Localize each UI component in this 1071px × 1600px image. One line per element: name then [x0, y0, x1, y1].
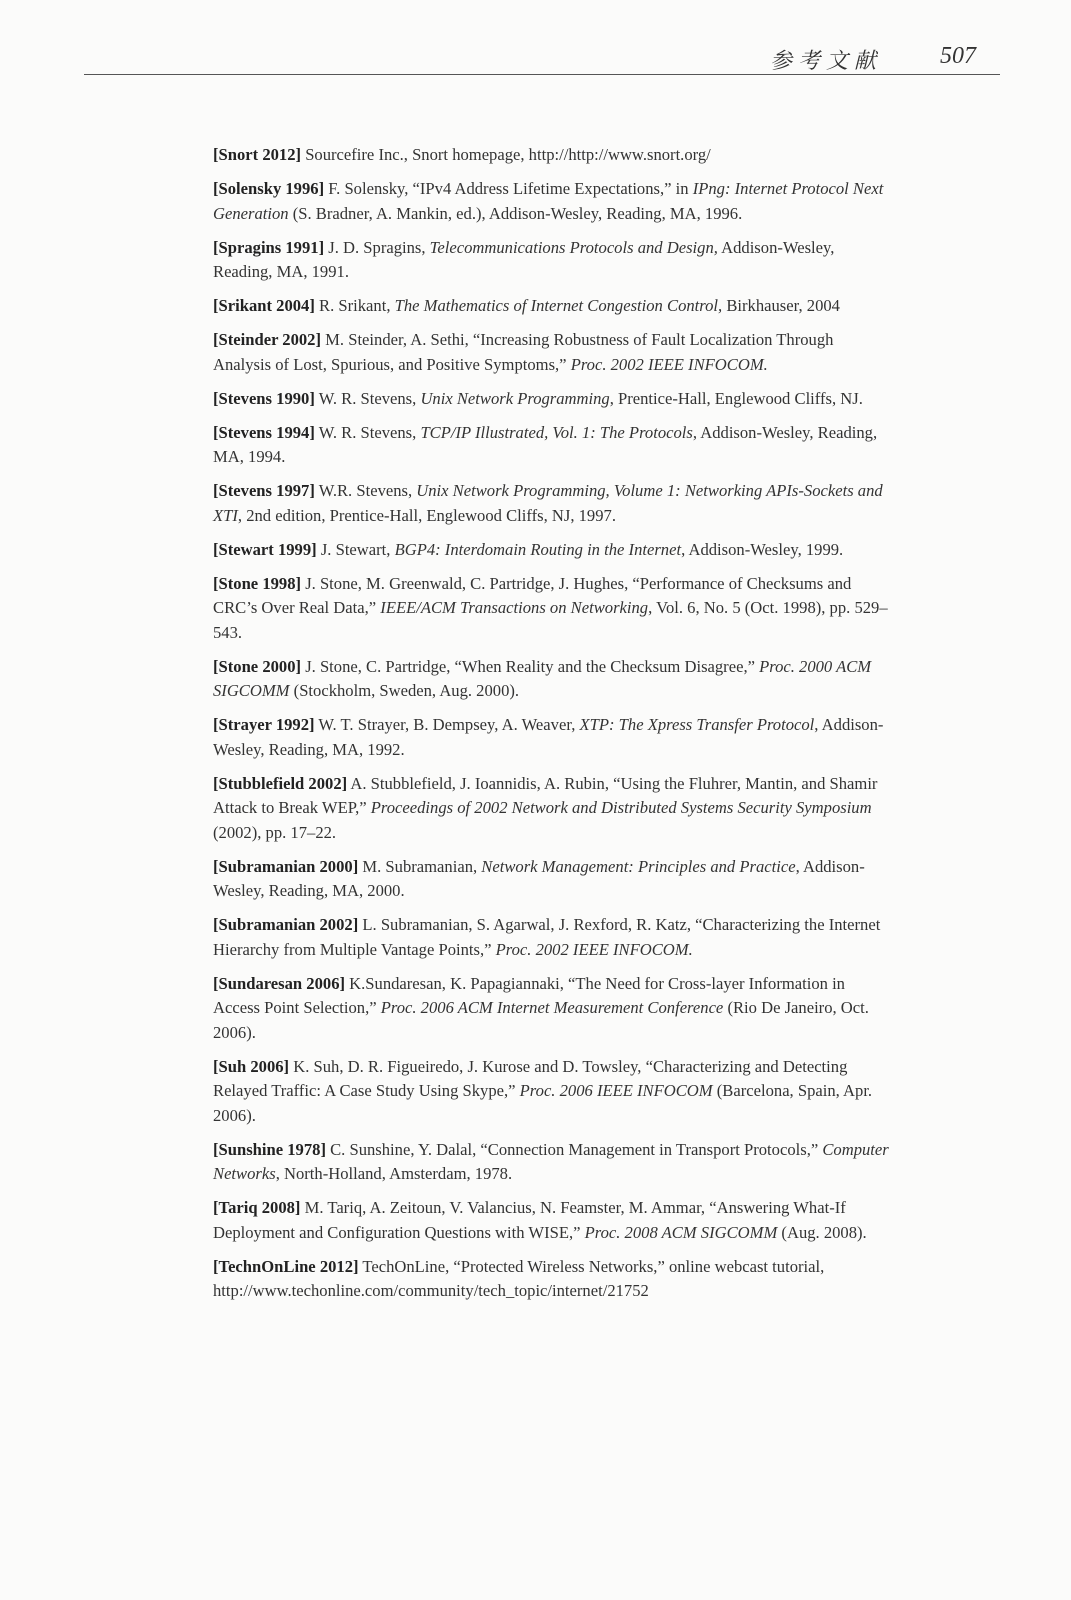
reference-key: [Steinder 2002] — [213, 330, 322, 349]
reference-key: [Stevens 1994] — [213, 422, 315, 442]
reference-text: Addison-Wesley, Reading, MA, 1991. — [213, 237, 835, 281]
reference-entry — [213, 538, 893, 563]
reference-title-italic: Telecommunications Protocols and Design, — [429, 237, 718, 257]
reference-title-italic: Proceedings of 2002 Network and Distributed Systems Security Symposium — [370, 798, 872, 817]
reference-key: [Strayer 1992] — [213, 715, 315, 734]
reference-entry — [213, 143, 893, 168]
reference-list — [213, 143, 893, 1313]
reference-text: R. Srikant, — [314, 296, 395, 315]
reference-text: , Prentice-Hall, Englewood Cliffs, NJ. — [609, 388, 863, 408]
reference-entry — [213, 1138, 893, 1187]
reference-text: (Rio De Janeiro, Oct. 2006). — [213, 998, 869, 1042]
reference-text: (Barcelona, Spain, Apr. 2006). — [213, 1081, 873, 1125]
reference-text: (S. Bradner, A. Mankin, ed.), Addison-Wesley, Reading, MA, 1996. — [288, 203, 743, 223]
reference-title-italic: XTP: The Xpress Transfer Protocol — [579, 715, 815, 734]
reference-entry — [213, 294, 893, 319]
reference-title-italic: IEEE/ACM Transactions on Networking — [380, 598, 649, 617]
reference-key: [TechnOnLine 2012] — [213, 1256, 359, 1276]
reference-entry — [213, 1255, 893, 1304]
reference-title-italic: Proc. 2008 ACM SIGCOMM — [584, 1222, 778, 1242]
reference-text: A. Stubblefield, J. Ioannidis, A. Rubin, “Using the Fluhrer, Mantin, and Shamir Attack to Break WEP,” — [213, 773, 878, 817]
reference-entry — [213, 1196, 893, 1245]
reference-key: [Sunshine 1978] — [213, 1139, 326, 1159]
reference-entry — [213, 236, 893, 285]
reference-text: (2002), pp. 17–22. — [213, 822, 337, 842]
reference-text: (Stockholm, Sweden, Aug. 2000). — [289, 681, 520, 700]
reference-text: K. Suh, D. R. Figueiredo, J. Kurose and D. Towsley, “Characterizing and Detecting Relayed Traffic: A Case Study Using Skype,” — [213, 1056, 848, 1100]
reference-entry — [213, 913, 893, 962]
reference-text: TechOnLine, “Protected Wireless Networks,” online webcast tutorial, http://www.techonline.com/community/tech_topic/internet/21752 — [213, 1256, 825, 1300]
running-title: 参考文献 — [769, 48, 882, 73]
reference-text: J. D. Spragins, — [324, 237, 430, 257]
reference-text: , Addison-Wesley, Reading, MA, 1994. — [213, 422, 878, 466]
reference-title-italic: Unix Network Programming, Volume 1: Networking APIs-Sockets and XTI — [213, 481, 883, 525]
reference-title-italic: Proc. 2006 ACM Internet Measurement Conference — [380, 998, 724, 1017]
reference-entry — [213, 572, 893, 646]
reference-title-italic: IPng: Internet Protocol Next Generation — [213, 179, 884, 223]
reference-text: , North-Holland, Amsterdam, 1978. — [275, 1164, 513, 1183]
reference-title-italic: Proc. 2002 IEEE INFOCOM. — [495, 939, 693, 959]
reference-entry — [213, 421, 893, 470]
reference-entry — [213, 713, 893, 762]
reference-text: M. Tariq, A. Zeitoun, V. Valancius, N. Feamster, M. Ammar, “Answering What-If Deployment and Configuration Questions with WISE,” — [213, 1198, 846, 1242]
reference-key: [Stubblefield 2002] — [213, 773, 348, 793]
reference-text: J. Stone, M. Greenwald, C. Partridge, J. Hughes, “Performance of Checksums and CRC’s Over Real Data,” — [213, 573, 852, 617]
reference-key: [Srikant 2004] — [213, 296, 315, 315]
reference-title-italic: The Mathematics of Internet Congestion Control, — [394, 296, 723, 315]
reference-title-italic: Computer Networks — [213, 1139, 889, 1183]
reference-text: Birkhauser, 2004 — [722, 296, 840, 315]
reference-key: [Subramanian 2000] — [213, 856, 359, 876]
reference-text: W. T. Strayer, B. Dempsey, A. Weaver, — [314, 715, 580, 734]
reference-entry — [213, 387, 893, 412]
reference-title-italic: Network Management: Principles and Practice — [481, 856, 796, 876]
reference-entry — [213, 479, 893, 528]
reference-title-italic: Proc. 2002 IEEE INFOCOM. — [570, 354, 768, 374]
reference-text: F. Solensky, “IPv4 Address Lifetime Expectations,” in — [324, 179, 693, 198]
reference-key: [Tariq 2008] — [213, 1198, 301, 1217]
reference-text: , Addison-Wesley, Reading, MA, 2000. — [213, 856, 865, 900]
reference-key: [Stewart 1999] — [213, 539, 317, 559]
reference-text: M. Subramanian, — [358, 856, 482, 876]
reference-title-italic: Proc. 2000 ACM SIGCOMM — [213, 656, 872, 700]
reference-entry — [213, 328, 893, 377]
reference-title-italic: Unix Network Programming — [420, 388, 610, 408]
reference-text: , Addison-Wesley, Reading, MA, 1992. — [213, 715, 884, 759]
reference-entry — [213, 972, 893, 1046]
reference-entry — [213, 855, 893, 904]
reference-key: [Spragins 1991] — [213, 237, 325, 257]
page-header — [84, 40, 1000, 75]
page-number: 507 — [940, 43, 976, 69]
reference-key: [Suh 2006] — [213, 1056, 290, 1076]
reference-text: , Addison-Wesley, 1999. — [681, 539, 844, 559]
reference-text: K.Sundaresan, K. Papagiannaki, “The Need for Cross-layer Information in Access Point Selection,” — [213, 973, 845, 1017]
reference-key: [Subramanian 2002] — [213, 915, 359, 934]
reference-title-italic: BGP4: Interdomain Routing in the Internet — [394, 539, 682, 559]
reference-text: , Vol. 6, No. 5 (Oct. 1998), pp. 529–543. — [213, 598, 888, 642]
reference-text: L. Subramanian, S. Agarwal, J. Rexford, R. Katz, “Characterizing the Internet Hierarchy from Multiple Vantage Points,” — [213, 915, 881, 959]
reference-text: Sourcefire Inc., Snort homepage, http://http://www.snort.org/ — [301, 145, 711, 164]
reference-key: [Stevens 1990] — [213, 388, 315, 408]
reference-text: C. Sunshine, Y. Dalal, “Connection Management in Transport Protocols,” — [325, 1139, 823, 1159]
reference-key: [Snort 2012] — [213, 145, 302, 164]
reference-title-italic: TCP/IP Illustrated, Vol. 1: The Protocols — [420, 422, 693, 442]
reference-entry — [213, 1055, 893, 1129]
reference-key: [Stone 2000] — [213, 656, 302, 676]
reference-key: [Sundaresan 2006] — [213, 973, 346, 993]
reference-text: W. R. Stevens, — [314, 388, 421, 408]
reference-text: W. R. Stevens, — [314, 422, 421, 442]
reference-entry — [213, 655, 893, 704]
reference-title-italic: Proc. 2006 IEEE INFOCOM — [519, 1081, 713, 1100]
reference-text: (Aug. 2008). — [777, 1222, 867, 1242]
reference-key: [Solensky 1996] — [213, 179, 325, 198]
reference-key: [Stevens 1997] — [213, 481, 315, 500]
reference-text: J. Stewart, — [316, 539, 395, 559]
reference-entry — [213, 772, 893, 846]
reference-text: M. Steinder, A. Sethi, “Increasing Robustness of Fault Localization Through Analysis of Lost, Spurious, and Positive Symptoms,” — [213, 330, 834, 374]
reference-text: W.R. Stevens, — [314, 481, 417, 500]
reference-text: J. Stone, C. Partridge, “When Reality and the Checksum Disagree,” — [301, 656, 760, 676]
reference-key: [Stone 1998] — [213, 573, 302, 593]
reference-text: , 2nd edition, Prentice-Hall, Englewood Cliffs, NJ, 1997. — [237, 505, 616, 525]
reference-entry — [213, 177, 893, 226]
